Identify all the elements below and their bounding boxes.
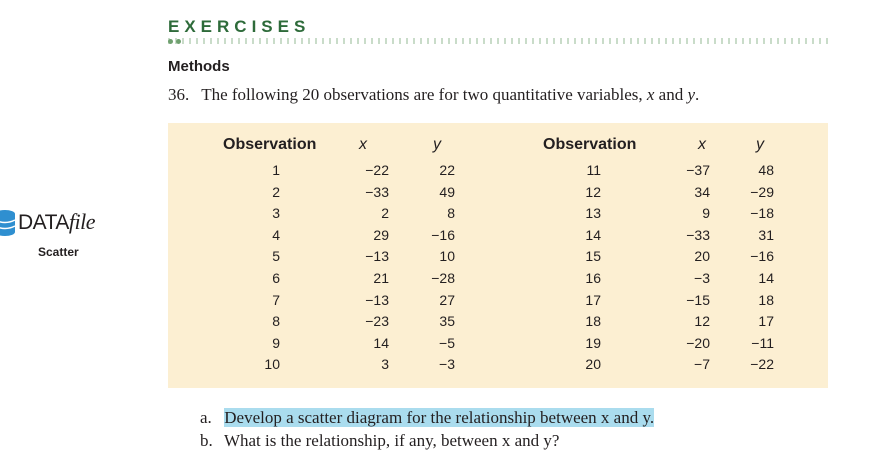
cell-right-x: 34 xyxy=(694,183,710,200)
cell-left-x: −33 xyxy=(365,183,389,200)
datafile-file: file xyxy=(68,209,95,234)
cell-right-observation: 16 xyxy=(585,270,601,286)
cell-left-x: 21 xyxy=(373,270,389,286)
cell-right-x: 20 xyxy=(694,248,710,265)
cell-left-y: 35 xyxy=(439,313,455,330)
cell-left-x: −23 xyxy=(365,313,389,330)
cell-left-observation: 5 xyxy=(272,248,280,265)
cell-right-y: 31 xyxy=(758,226,774,243)
cell-left-y: −16 xyxy=(431,226,455,243)
problem-number: 36. xyxy=(168,85,190,104)
heading-rule xyxy=(168,38,828,44)
rule-dot-icon xyxy=(176,39,181,44)
cell-right-x: −7 xyxy=(694,356,710,373)
cell-right-y: 18 xyxy=(758,291,774,308)
cell-right-observation: 19 xyxy=(585,334,601,351)
cell-left-x: −22 xyxy=(365,162,389,178)
var-y: y xyxy=(687,85,695,104)
cell-left-y: 8 xyxy=(447,205,455,222)
cell-left-observation: 1 xyxy=(272,162,280,178)
exercises-heading: EXERCISES xyxy=(168,17,311,36)
cell-right-x: −3 xyxy=(694,270,710,286)
cell-right-x: −33 xyxy=(686,226,710,243)
cell-left-observation: 10 xyxy=(264,356,280,373)
problem-text: The following 20 observations are for two quantitative variables, xyxy=(201,85,643,104)
cell-right-y: −16 xyxy=(750,248,774,265)
datafile-data: DATA xyxy=(18,211,69,234)
cell-left-observation: 9 xyxy=(272,334,280,351)
question-a-letter: a. xyxy=(200,408,212,427)
rule-dot-icon xyxy=(168,39,173,44)
cell-left-x: −13 xyxy=(365,291,389,308)
cell-left-observation: 3 xyxy=(272,205,280,222)
cell-left-y: −3 xyxy=(439,356,455,373)
cell-left-y: −5 xyxy=(439,334,455,351)
header-y-right: y xyxy=(756,136,764,153)
problem-statement xyxy=(168,85,699,105)
var-x: x xyxy=(646,85,655,104)
cell-left-y: 27 xyxy=(439,291,455,308)
cell-right-x: 12 xyxy=(694,313,710,330)
problem-and: and xyxy=(658,85,684,104)
cell-right-observation: 18 xyxy=(585,313,601,330)
cell-right-y: 17 xyxy=(758,313,774,330)
cell-left-x: 2 xyxy=(381,205,389,222)
header-observation-right: Observation xyxy=(543,136,637,153)
cell-right-y: −11 xyxy=(751,334,774,351)
cell-left-x: 3 xyxy=(381,356,389,373)
header-y-left: y xyxy=(433,136,441,153)
cell-right-y: −29 xyxy=(750,183,774,200)
header-x-left: x xyxy=(359,136,367,153)
cell-left-x: −13 xyxy=(365,248,389,265)
cell-left-y: 22 xyxy=(439,162,455,178)
cell-right-observation: 17 xyxy=(585,291,601,308)
cell-right-observation: 15 xyxy=(585,248,601,265)
cell-right-observation: 13 xyxy=(585,205,601,222)
cell-left-observation: 7 xyxy=(272,291,280,308)
cell-right-y: −18 xyxy=(750,205,774,222)
question-b-letter: b. xyxy=(200,431,213,450)
cell-right-y: 48 xyxy=(758,162,774,178)
header-observation-left: Observation xyxy=(223,136,317,153)
data-table xyxy=(168,123,828,388)
datafile-label xyxy=(18,209,95,235)
cell-left-observation: 6 xyxy=(272,270,280,286)
cell-left-observation: 8 xyxy=(272,313,280,330)
header-x-right: x xyxy=(698,136,706,153)
question-a xyxy=(200,408,654,428)
cell-left-y: 10 xyxy=(439,248,455,265)
cell-right-x: −15 xyxy=(686,291,710,308)
cell-right-y: −22 xyxy=(750,356,774,373)
cell-right-y: 14 xyxy=(758,270,774,286)
section-title: Methods xyxy=(168,58,230,75)
database-icon xyxy=(0,209,16,237)
cell-right-observation: 11 xyxy=(586,162,601,178)
cell-left-x: 29 xyxy=(373,226,389,243)
cell-left-observation: 4 xyxy=(272,226,280,243)
question-b xyxy=(200,431,559,451)
datafile-name[interactable]: Scatter xyxy=(38,245,79,259)
cell-right-x: 9 xyxy=(702,205,710,222)
cell-right-observation: 20 xyxy=(585,356,601,373)
question-a-text: Develop a scatter diagram for the relationship between x and y. xyxy=(224,408,655,427)
cell-right-observation: 14 xyxy=(585,226,601,243)
cell-left-x: 14 xyxy=(373,334,389,351)
cell-left-y: −28 xyxy=(431,270,455,286)
cell-left-observation: 2 xyxy=(272,183,280,200)
datafile-callout[interactable] xyxy=(0,207,120,267)
cell-right-observation: 12 xyxy=(585,183,601,200)
question-b-text: What is the relationship, if any, between x and y? xyxy=(223,431,560,450)
cell-right-x: −20 xyxy=(686,334,710,351)
cell-left-y: 49 xyxy=(439,183,455,200)
problem-period: . xyxy=(695,85,700,104)
cell-right-x: −37 xyxy=(686,162,710,178)
